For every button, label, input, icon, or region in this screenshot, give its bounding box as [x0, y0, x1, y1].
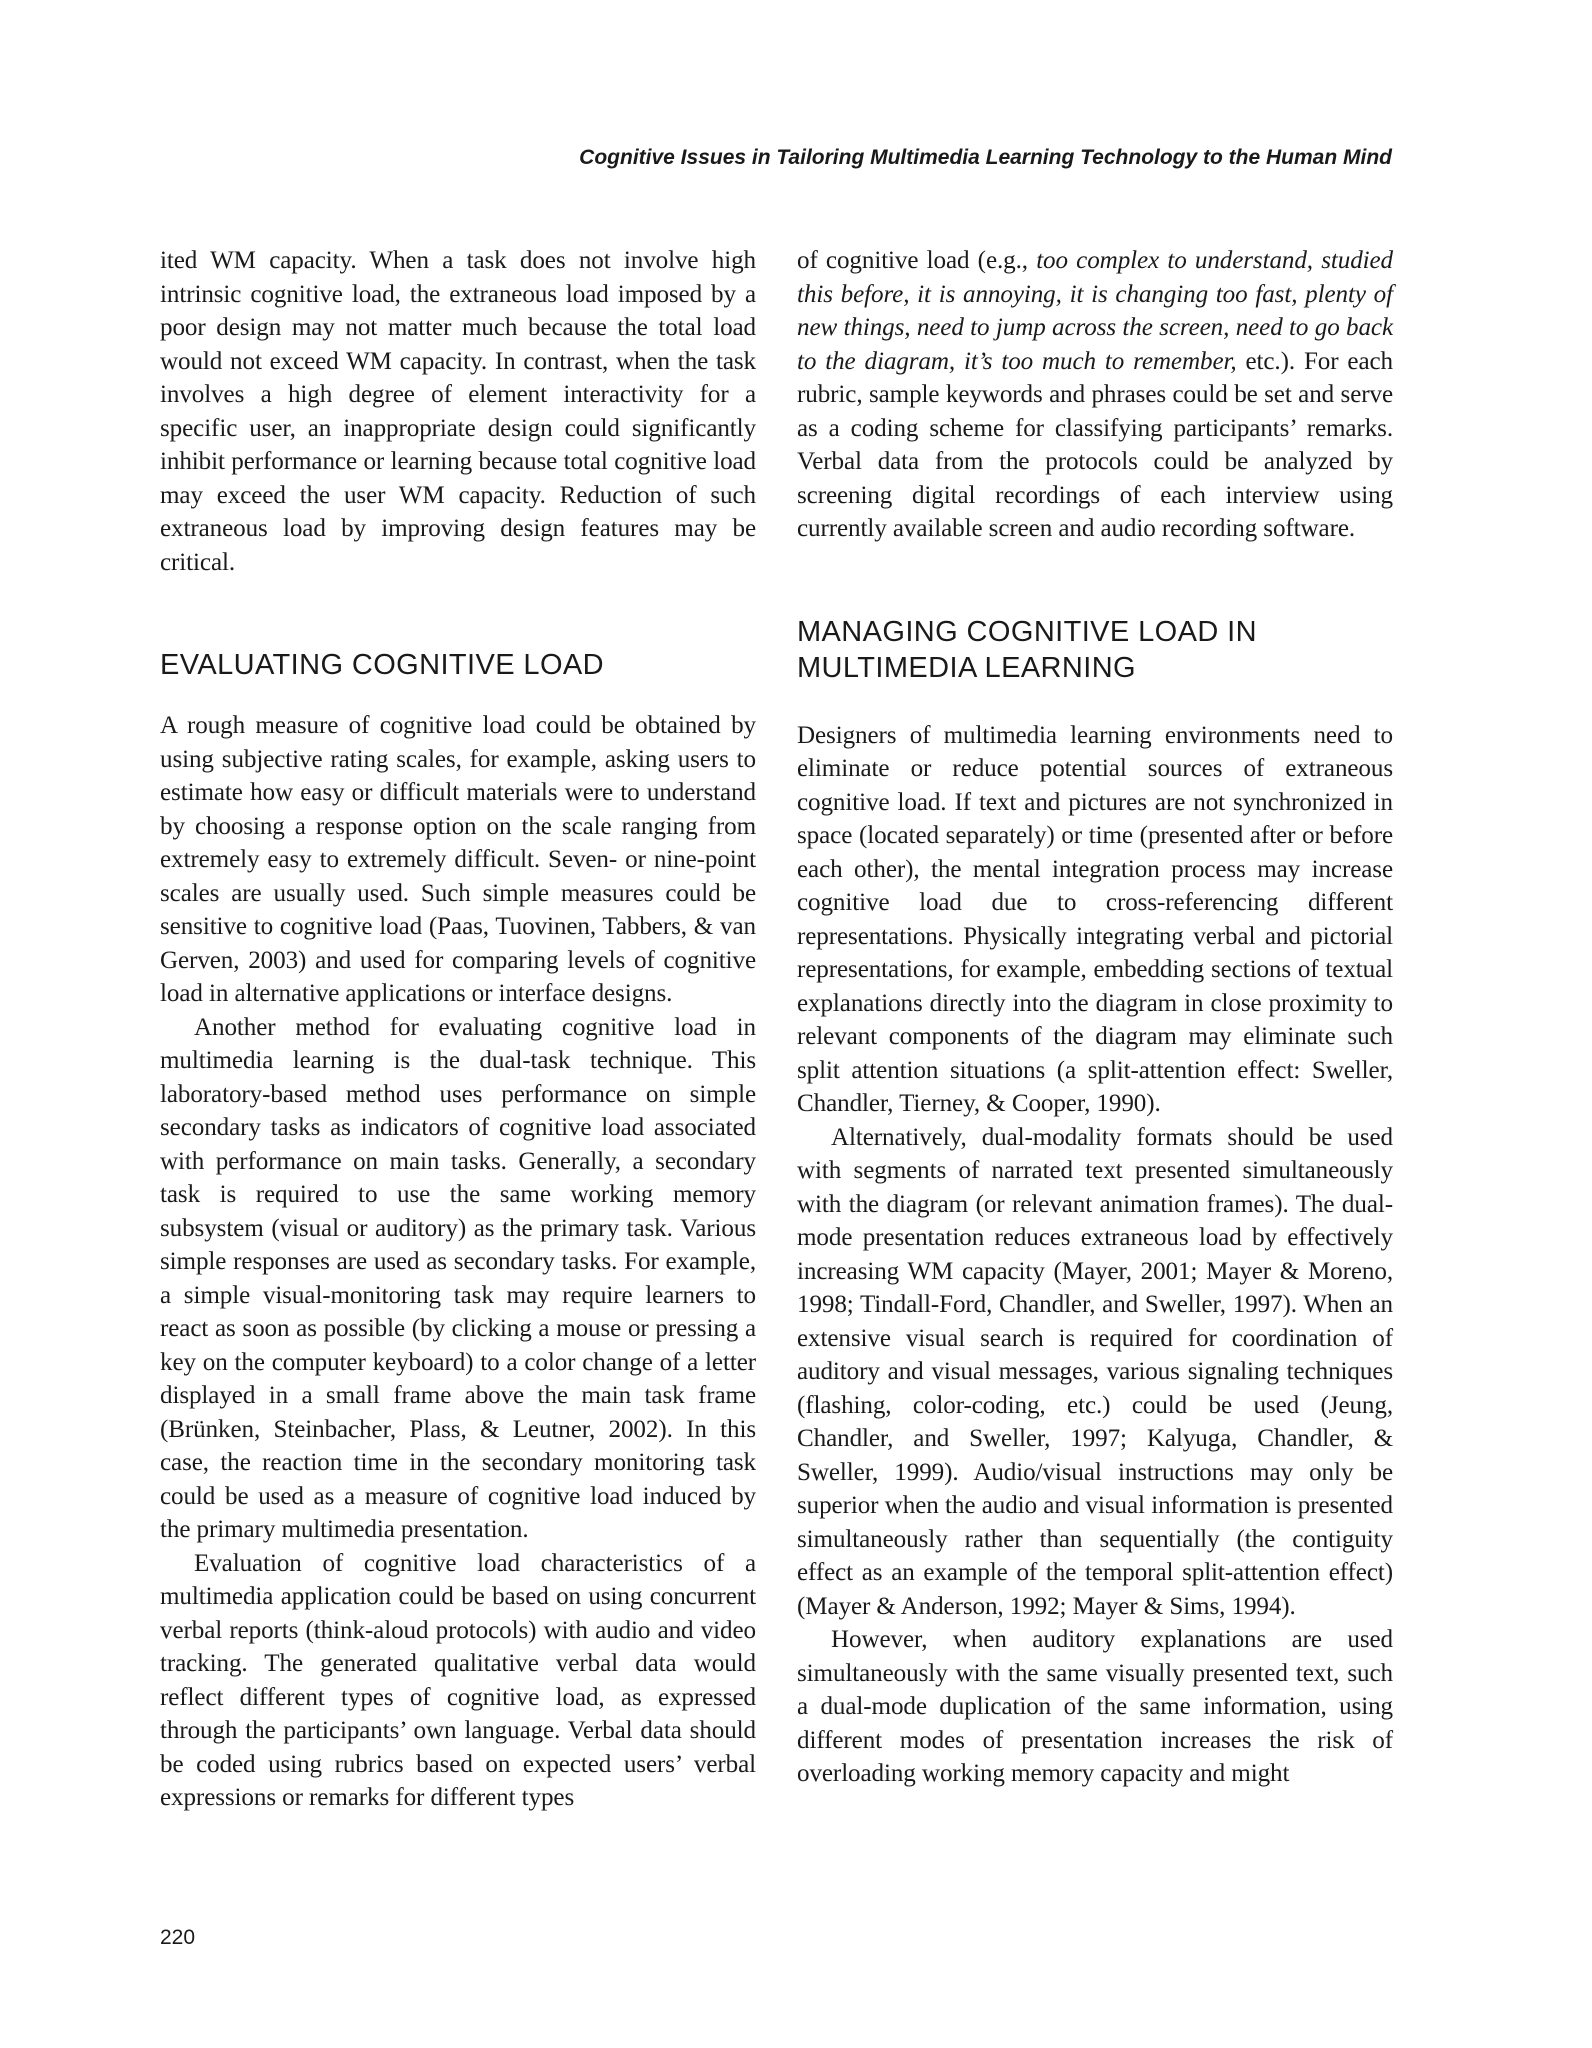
paragraph: Designers of multimedia learning environments need to eliminate or reduce potential sources of extraneous cognitive load. If text and pictures are not synchronized in space (located separately) or time (presented after or before each other), the mental integration process may increase cognitive load due to cross-referencing different representations. Physically integrating verbal and pictorial representations, for example, embedding sections of textual explanations directly into the diagram in close proximity to relevant components of the diagram may eliminate such split attention situations (a split-attention effect: Sweller, Chandler, Tierney, & Cooper, 1990).	[797, 721, 1393, 1117]
carryover-lead: of cognitive load (e.g.,	[797, 247, 1037, 274]
carryover-rest: etc.). For each rubric, sample keywords and phrases could be set and serve as a coding scheme for classifying participants’ remarks. Verbal data from the protocols could be analyzed by screening digital recordings of each interview using currently available screen and audio recording software.	[797, 347, 1393, 542]
paragraph: Another method for evaluating cognitive load in multimedia learning is the dual-task technique. This laboratory-based method uses performance on simple secondary tasks as indicators of cognitive load associated with performance on main tasks. Generally, a secondary task is required to use the same working memory subsystem (visual or auditory) as the primary task. Various simple responses are used as secondary tasks. For example, a simple visual-monitoring task may require learners to react as soon as possible (by clicking a mouse or pressing a key on the computer keyboard) to a color change of a letter displayed in a small frame above the main task frame (Brünken, Steinbacher, Plass, & Leutner, 2002). In this case, the reaction time in the secondary monitoring task could be used as a measure of cognitive load induced by the primary multimedia presentation.	[160, 1013, 756, 1543]
paragraph: However, when auditory explanations are used simultaneously with the same visually presented text, such a dual-mode duplication of the same information, using different modes of presentation increases the risk of overloading working memory capacity and might	[797, 1626, 1393, 1787]
example-remarks: too complex to understand, studied this before, it is annoying, it is changing too fast, plenty of new things, need to jump across the screen, need to go back to the diagram, it’s too much to remember,	[797, 247, 1393, 375]
paragraph-carryover: ited WM capacity. When a task does not involve high intrinsic cognitive load, the extraneous load imposed by a poor design may not matter much because the total load would not exceed WM capacity. In contrast, when the task involves a high degree of element interactivity for a specific user, an inappropriate design could significantly inhibit performance or learning because total cognitive load may exceed the user WM capacity. Reduction of such extraneous load by improving design features may be critical.	[160, 247, 756, 576]
section-heading-managing: MANAGING COGNITIVE LOAD IN MULTIMEDIA LEARNING	[797, 615, 1257, 684]
left-column	[160, 244, 756, 1815]
paragraph: Alternatively, dual-modality formats should be used with segments of narrated text presented simultaneously with the diagram (or relevant animation frames). The dual-mode presentation reduces extraneous load by effectively increasing WM capacity (Mayer, 2001; Mayer & Moreno, 1998; Tindall-Ford, Chandler, and Sweller, 1997). When an extensive visual search is required for coordination of auditory and visual messages, various signaling techniques (flashing, color-coding, etc.) could be used (Jeung, Chandler, and Sweller, 1997; Kalyuga, Chandler, & Sweller, 1999). Audio/visual instructions may only be superior when the audio and visual information is presented simultaneously rather than sequentially (the contiguity effect as an example of the temporal split-attention effect) (Mayer & Anderson, 1992; Mayer & Sims, 1994).	[797, 1123, 1393, 1620]
paragraph: A rough measure of cognitive load could be obtained by using subjective rating scales, for example, asking users to estimate how easy or difficult materials were to understand by choosing a response option on the scale ranging from extremely easy to extremely difficult. Seven- or nine-point scales are usually used. Such simple measures could be sensitive to cognitive load (Paas, Tuovinen, Tabbers, & van Gerven, 2003) and used for comparing levels of cognitive load in alternative applications or interface designs.	[160, 712, 756, 1007]
paragraph: Evaluation of cognitive load characteristics of a multimedia application could be based on using concurrent verbal reports (think-aloud protocols) with audio and video tracking. The generated qualitative verbal data would reflect different types of cognitive load, as expressed through the participants’ own language. Verbal data should be coded using rubrics based on expected users’ verbal expressions or remarks for different types	[160, 1549, 756, 1811]
paragraph-carryover	[797, 244, 1393, 546]
running-header: Cognitive Issues in Tailoring Multimedia Learning Technology to the Human Mind	[579, 146, 1392, 169]
right-column	[797, 244, 1393, 1791]
page-number: 220	[160, 1926, 196, 1949]
section-heading-evaluating: EVALUATING COGNITIVE LOAD	[160, 649, 605, 681]
